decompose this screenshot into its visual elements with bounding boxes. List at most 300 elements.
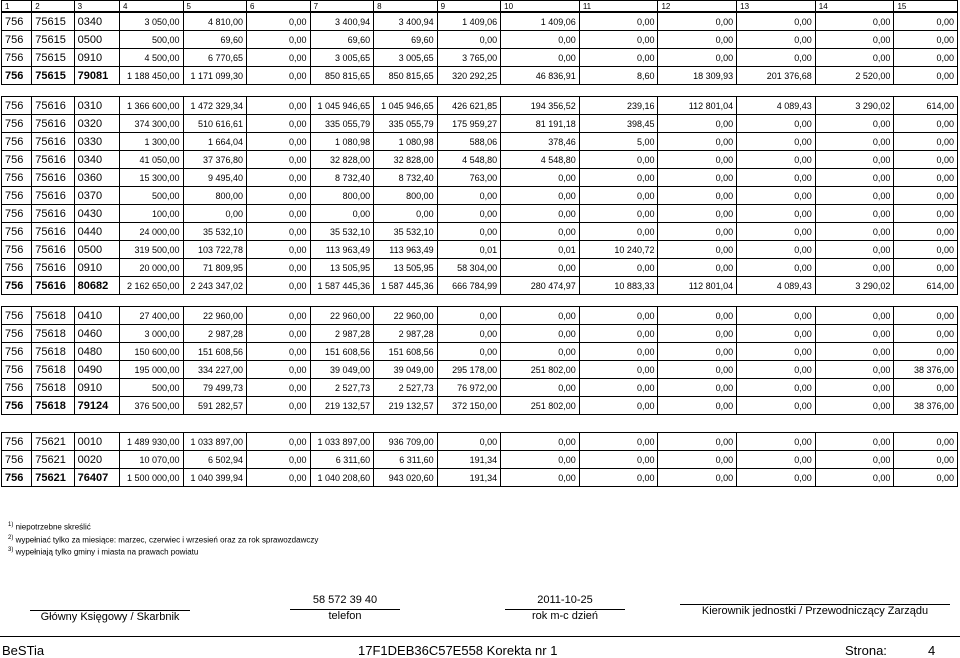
table-cell: 0,00 [737, 115, 816, 133]
table-row [2, 115, 958, 133]
table-row [2, 31, 958, 49]
table-cell: 0,00 [579, 307, 658, 325]
table-cell: 756 [2, 451, 32, 469]
table-cell: 0,00 [815, 187, 894, 205]
table-cell: 219 132,57 [310, 397, 374, 415]
column-number: 8 [374, 1, 438, 12]
table-cell: 756 [2, 325, 32, 343]
table-cell: 0,00 [501, 205, 580, 223]
table-cell: 75618 [32, 379, 74, 397]
table-cell: 8 732,40 [374, 169, 438, 187]
accountant-label: Główny Księgowy / Skarbnik [40, 611, 180, 623]
table-cell: 0,00 [579, 433, 658, 451]
table-cell: 27 400,00 [119, 307, 183, 325]
date-label: rok m-c dzień [531, 610, 599, 622]
table-cell: 335 055,79 [310, 115, 374, 133]
table-cell: 0,00 [815, 223, 894, 241]
table-cell: 1 472 329,34 [183, 97, 247, 115]
table-cell: 75621 [32, 433, 74, 451]
table-cell: 3 290,02 [815, 97, 894, 115]
table-cell: 8,60 [579, 67, 658, 85]
table-cell: 38 376,00 [894, 361, 958, 379]
table-cell: 0910 [74, 259, 119, 277]
table-row [2, 133, 958, 151]
table-cell: 0,00 [737, 307, 816, 325]
column-number: 14 [815, 1, 894, 12]
table-cell: 0,00 [658, 397, 737, 415]
table-cell: 0,00 [815, 307, 894, 325]
table-cell: 0,00 [894, 223, 958, 241]
table-row [2, 325, 958, 343]
table-group-75621 [1, 432, 958, 487]
table-cell: 2 987,28 [374, 325, 438, 343]
table-cell: 0,00 [247, 277, 311, 295]
table-cell: 6 770,65 [183, 49, 247, 67]
table-cell: 666 784,99 [437, 277, 501, 295]
table-cell: 0,00 [437, 223, 501, 241]
table-cell: 4 548,80 [437, 151, 501, 169]
table-row [2, 205, 958, 223]
table-cell: 800,00 [374, 187, 438, 205]
table-cell: 0,00 [437, 343, 501, 361]
table-row [2, 13, 958, 31]
table-cell: 0,00 [815, 115, 894, 133]
table-cell: 0,00 [183, 205, 247, 223]
table-cell: 0,00 [815, 169, 894, 187]
table-cell: 69,60 [183, 31, 247, 49]
table-cell: 756 [2, 67, 32, 85]
table-cell: 0,00 [737, 343, 816, 361]
table-cell: 374 300,00 [119, 115, 183, 133]
column-number: 5 [183, 1, 247, 12]
table-cell: 239,16 [579, 97, 658, 115]
table-cell: 0,00 [501, 31, 580, 49]
table-cell: 0,00 [247, 187, 311, 205]
table-cell: 0480 [74, 343, 119, 361]
table-cell: 75615 [32, 49, 74, 67]
table-cell: 756 [2, 13, 32, 31]
table-cell: 0,00 [815, 133, 894, 151]
table-cell: 0,00 [894, 187, 958, 205]
table-cell: 426 621,85 [437, 97, 501, 115]
table-cell: 75616 [32, 151, 74, 169]
table-cell: 0,00 [579, 223, 658, 241]
table-cell: 39 049,00 [374, 361, 438, 379]
phone-value: 58 572 39 40 [312, 594, 378, 606]
table-cell: 24 000,00 [119, 223, 183, 241]
table-cell: 756 [2, 223, 32, 241]
table-cell: 175 959,27 [437, 115, 501, 133]
table-cell: 0320 [74, 115, 119, 133]
table-cell: 37 376,80 [183, 151, 247, 169]
table-cell: 0410 [74, 307, 119, 325]
table-cell: 251 802,00 [501, 361, 580, 379]
table-cell: 0,00 [894, 451, 958, 469]
table-cell: 0,00 [658, 361, 737, 379]
table-cell: 2 243 347,02 [183, 277, 247, 295]
table-cell: 0,00 [658, 49, 737, 67]
table-cell: 46 836,91 [501, 67, 580, 85]
table-cell: 0,00 [894, 67, 958, 85]
table-cell: 69,60 [374, 31, 438, 49]
table-cell: 0,00 [658, 115, 737, 133]
table-cell: 0,00 [374, 205, 438, 223]
table-cell: 0,00 [658, 151, 737, 169]
header-row [2, 1, 958, 12]
table-cell: 500,00 [119, 379, 183, 397]
table-cell: 1 587 445,36 [374, 277, 438, 295]
table-cell: 79081 [74, 67, 119, 85]
table-cell: 0,00 [815, 205, 894, 223]
table-cell: 1 045 946,65 [374, 97, 438, 115]
table-cell: 151 608,56 [183, 343, 247, 361]
table-cell: 32 828,00 [374, 151, 438, 169]
table-cell: 0,00 [501, 325, 580, 343]
table-cell: 0,00 [247, 361, 311, 379]
table-cell: 1 171 099,30 [183, 67, 247, 85]
table-cell: 0,00 [658, 451, 737, 469]
table-cell: 800,00 [183, 187, 247, 205]
table-cell: 3 765,00 [437, 49, 501, 67]
page-footer [0, 636, 960, 657]
table-cell: 2 162 650,00 [119, 277, 183, 295]
document-id: 17F1DEB36C57E558 Korekta nr 1 [358, 643, 558, 658]
table-cell: 0,00 [247, 469, 311, 487]
table-cell: 0,00 [579, 205, 658, 223]
table-cell: 0,00 [658, 31, 737, 49]
table-cell: 0,00 [247, 451, 311, 469]
table-cell: 0,00 [894, 241, 958, 259]
table-cell: 0,00 [579, 13, 658, 31]
table-cell: 0,00 [247, 259, 311, 277]
table-cell: 0340 [74, 151, 119, 169]
table-cell: 0,00 [894, 343, 958, 361]
table-cell: 4 089,43 [737, 97, 816, 115]
table-cell: 756 [2, 259, 32, 277]
table-cell: 75616 [32, 205, 74, 223]
table-cell: 3 005,65 [310, 49, 374, 67]
table-cell: 0,00 [815, 325, 894, 343]
table-cell: 113 963,49 [310, 241, 374, 259]
table-cell: 763,00 [437, 169, 501, 187]
table-cell: 0,00 [894, 325, 958, 343]
table-cell: 75618 [32, 307, 74, 325]
footnote: $^{3)}$ wypełniają tylko gminy i miasta na prawach powiatu [8, 547, 199, 557]
table-cell: 334 227,00 [183, 361, 247, 379]
table-cell: 1 080,98 [310, 133, 374, 151]
table-cell: 9 495,40 [183, 169, 247, 187]
table-row [2, 433, 958, 451]
table-cell: 150 600,00 [119, 343, 183, 361]
table-cell: 10 883,33 [579, 277, 658, 295]
table-cell: 0340 [74, 13, 119, 31]
table-cell: 3 290,02 [815, 277, 894, 295]
table-cell: 0,00 [247, 97, 311, 115]
table-cell: 0,00 [658, 223, 737, 241]
table-cell: 75616 [32, 241, 74, 259]
table-cell: 1 409,06 [437, 13, 501, 31]
table-cell: 194 356,52 [501, 97, 580, 115]
table-cell: 0,00 [579, 187, 658, 205]
table-row [2, 49, 958, 67]
table-cell: 151 608,56 [310, 343, 374, 361]
table-cell: 76 972,00 [437, 379, 501, 397]
table-cell: 0,00 [579, 397, 658, 415]
table-cell: 0,00 [247, 397, 311, 415]
column-number: 7 [310, 1, 374, 12]
column-number: 11 [579, 1, 658, 12]
table-row [2, 307, 958, 325]
table-cell: 0,00 [737, 433, 816, 451]
table-cell: 0,00 [815, 151, 894, 169]
table-cell: 0,00 [501, 469, 580, 487]
table-cell: 0,00 [579, 31, 658, 49]
column-number: 2 [32, 1, 74, 12]
table-cell: 75621 [32, 451, 74, 469]
table-cell: 0,01 [437, 241, 501, 259]
table-cell: 0,00 [501, 451, 580, 469]
table-cell: 0,00 [815, 241, 894, 259]
column-number: 4 [119, 1, 183, 12]
table-cell: 398,45 [579, 115, 658, 133]
table-cell: 0,00 [894, 115, 958, 133]
table-cell: 0,00 [737, 169, 816, 187]
table-row [2, 223, 958, 241]
table-cell: 0490 [74, 361, 119, 379]
table-cell: 3 400,94 [310, 13, 374, 31]
table-cell: 0020 [74, 451, 119, 469]
table-cell: 0,00 [658, 343, 737, 361]
table-cell: 0,00 [894, 133, 958, 151]
table-cell: 756 [2, 133, 32, 151]
table-cell: 943 020,60 [374, 469, 438, 487]
table-cell: 0,00 [437, 325, 501, 343]
table-cell: 756 [2, 205, 32, 223]
table-cell: 0,00 [579, 259, 658, 277]
table-cell: 100,00 [119, 205, 183, 223]
column-number-header [1, 0, 958, 12]
table-cell: 756 [2, 97, 32, 115]
app-name: BeSTia [2, 643, 45, 658]
table-cell: 0440 [74, 223, 119, 241]
column-number: 13 [737, 1, 816, 12]
table-cell: 0,00 [894, 151, 958, 169]
table-cell: 756 [2, 361, 32, 379]
table-cell: 756 [2, 187, 32, 205]
table-cell: 756 [2, 433, 32, 451]
table-cell: 0,00 [815, 451, 894, 469]
table-cell: 500,00 [119, 187, 183, 205]
table-cell: 35 532,10 [374, 223, 438, 241]
table-cell: 1 033 897,00 [310, 433, 374, 451]
table-cell: 0,00 [737, 379, 816, 397]
table-cell: 75616 [32, 259, 74, 277]
table-cell: 10 240,72 [579, 241, 658, 259]
table-cell: 195 000,00 [119, 361, 183, 379]
table-cell: 614,00 [894, 97, 958, 115]
table-cell: 378,46 [501, 133, 580, 151]
table-row [2, 343, 958, 361]
table-cell: 756 [2, 169, 32, 187]
table-cell: 0,00 [894, 259, 958, 277]
table-cell: 191,34 [437, 451, 501, 469]
table-cell: 6 502,94 [183, 451, 247, 469]
table-cell: 75621 [32, 469, 74, 487]
table-cell: 69,60 [310, 31, 374, 49]
table-cell: 0,00 [501, 307, 580, 325]
table-row [2, 241, 958, 259]
table-cell: 1 040 399,94 [183, 469, 247, 487]
table-cell: 0,00 [737, 361, 816, 379]
table-cell: 0,00 [437, 205, 501, 223]
table-cell: 756 [2, 115, 32, 133]
table-cell: 0,00 [247, 133, 311, 151]
table-cell: 0,00 [658, 259, 737, 277]
table-cell: 0,00 [247, 433, 311, 451]
table-cell: 0,00 [815, 379, 894, 397]
table-cell: 0330 [74, 133, 119, 151]
table-cell: 0,00 [894, 205, 958, 223]
table-row [2, 187, 958, 205]
table-cell: 936 709,00 [374, 433, 438, 451]
table-cell: 0310 [74, 97, 119, 115]
table-cell: 6 311,60 [310, 451, 374, 469]
table-cell: 0,00 [247, 205, 311, 223]
table-cell: 0,00 [815, 343, 894, 361]
table-row [2, 469, 958, 487]
table-cell: 0,00 [247, 31, 311, 49]
column-number: 1 [2, 1, 32, 12]
table-cell: 0,00 [815, 259, 894, 277]
table-cell: 0,00 [501, 379, 580, 397]
table-cell: 0,00 [894, 13, 958, 31]
table-cell: 201 376,68 [737, 67, 816, 85]
table-cell: 0,00 [579, 169, 658, 187]
table-cell: 0,00 [815, 49, 894, 67]
page-label: Strona: [845, 643, 887, 658]
table-cell: 1 587 445,36 [310, 277, 374, 295]
table-cell: 500,00 [119, 31, 183, 49]
table-cell: 79 499,73 [183, 379, 247, 397]
table-cell: 0,00 [247, 241, 311, 259]
table-row [2, 277, 958, 295]
head-signature [680, 604, 950, 617]
table-cell: 0,00 [437, 307, 501, 325]
table-cell: 103 722,78 [183, 241, 247, 259]
table-cell: 0,00 [658, 379, 737, 397]
table-cell: 756 [2, 397, 32, 415]
table-cell: 0,00 [579, 361, 658, 379]
table-cell: 0,00 [247, 49, 311, 67]
table-cell: 280 474,97 [501, 277, 580, 295]
column-number: 3 [74, 1, 119, 12]
table-cell: 0,00 [737, 241, 816, 259]
table-cell: 191,34 [437, 469, 501, 487]
table-cell: 0500 [74, 241, 119, 259]
table-cell: 2 520,00 [815, 67, 894, 85]
table-group-75615 [1, 12, 958, 85]
table-cell: 75616 [32, 223, 74, 241]
table-cell: 0,00 [894, 379, 958, 397]
table-cell: 6 311,60 [374, 451, 438, 469]
table-cell: 75618 [32, 343, 74, 361]
table-cell: 0,00 [658, 133, 737, 151]
table-row [2, 259, 958, 277]
table-cell: 0,00 [894, 469, 958, 487]
table-cell: 0,00 [437, 31, 501, 49]
table-cell: 75615 [32, 31, 74, 49]
table-cell: 756 [2, 469, 32, 487]
table-cell: 8 732,40 [310, 169, 374, 187]
table-cell: 75616 [32, 187, 74, 205]
table-cell: 3 400,94 [374, 13, 438, 31]
table-cell: 0,00 [658, 13, 737, 31]
table-cell: 75616 [32, 115, 74, 133]
table-cell: 319 500,00 [119, 241, 183, 259]
table-cell: 0,00 [737, 259, 816, 277]
table-row [2, 379, 958, 397]
table-cell: 1 080,98 [374, 133, 438, 151]
table-cell: 320 292,25 [437, 67, 501, 85]
table-cell: 756 [2, 31, 32, 49]
table-cell: 1 489 930,00 [119, 433, 183, 451]
table-cell: 0,00 [501, 343, 580, 361]
table-cell: 0,00 [737, 397, 816, 415]
table-cell: 0,00 [737, 13, 816, 31]
table-cell: 2 987,28 [183, 325, 247, 343]
table-cell: 0,00 [658, 241, 737, 259]
table-cell: 151 608,56 [374, 343, 438, 361]
table-cell: 0,00 [501, 259, 580, 277]
table-row [2, 361, 958, 379]
table-cell: 1 500 000,00 [119, 469, 183, 487]
table-cell: 80682 [74, 277, 119, 295]
table-cell: 219 132,57 [374, 397, 438, 415]
table-cell: 5,00 [579, 133, 658, 151]
table-cell: 591 282,57 [183, 397, 247, 415]
table-cell: 3 050,00 [119, 13, 183, 31]
table-cell: 0,00 [737, 223, 816, 241]
table-cell: 0,00 [894, 433, 958, 451]
page-number: 4 [928, 643, 936, 658]
table-cell: 75618 [32, 325, 74, 343]
table-cell: 0,00 [894, 31, 958, 49]
table-cell: 75618 [32, 397, 74, 415]
table-cell: 0,00 [247, 379, 311, 397]
table-cell: 41 050,00 [119, 151, 183, 169]
table-group-75618 [1, 306, 958, 415]
table-cell: 614,00 [894, 277, 958, 295]
table-cell: 39 049,00 [310, 361, 374, 379]
phone-label: telefon [328, 610, 362, 622]
table-cell: 10 070,00 [119, 451, 183, 469]
table-row [2, 97, 958, 115]
table-row [2, 169, 958, 187]
table-cell: 0,00 [894, 307, 958, 325]
table-cell: 0,00 [737, 31, 816, 49]
table-cell: 0,00 [501, 433, 580, 451]
column-number: 6 [247, 1, 311, 12]
table-cell: 2 987,28 [310, 325, 374, 343]
table-cell: 1 033 897,00 [183, 433, 247, 451]
table-row [2, 397, 958, 415]
table-cell: 0,00 [247, 343, 311, 361]
table-cell: 0,00 [501, 187, 580, 205]
table-cell: 0,00 [501, 223, 580, 241]
table-cell: 35 532,10 [183, 223, 247, 241]
table-cell: 0,00 [658, 169, 737, 187]
table-cell: 38 376,00 [894, 397, 958, 415]
